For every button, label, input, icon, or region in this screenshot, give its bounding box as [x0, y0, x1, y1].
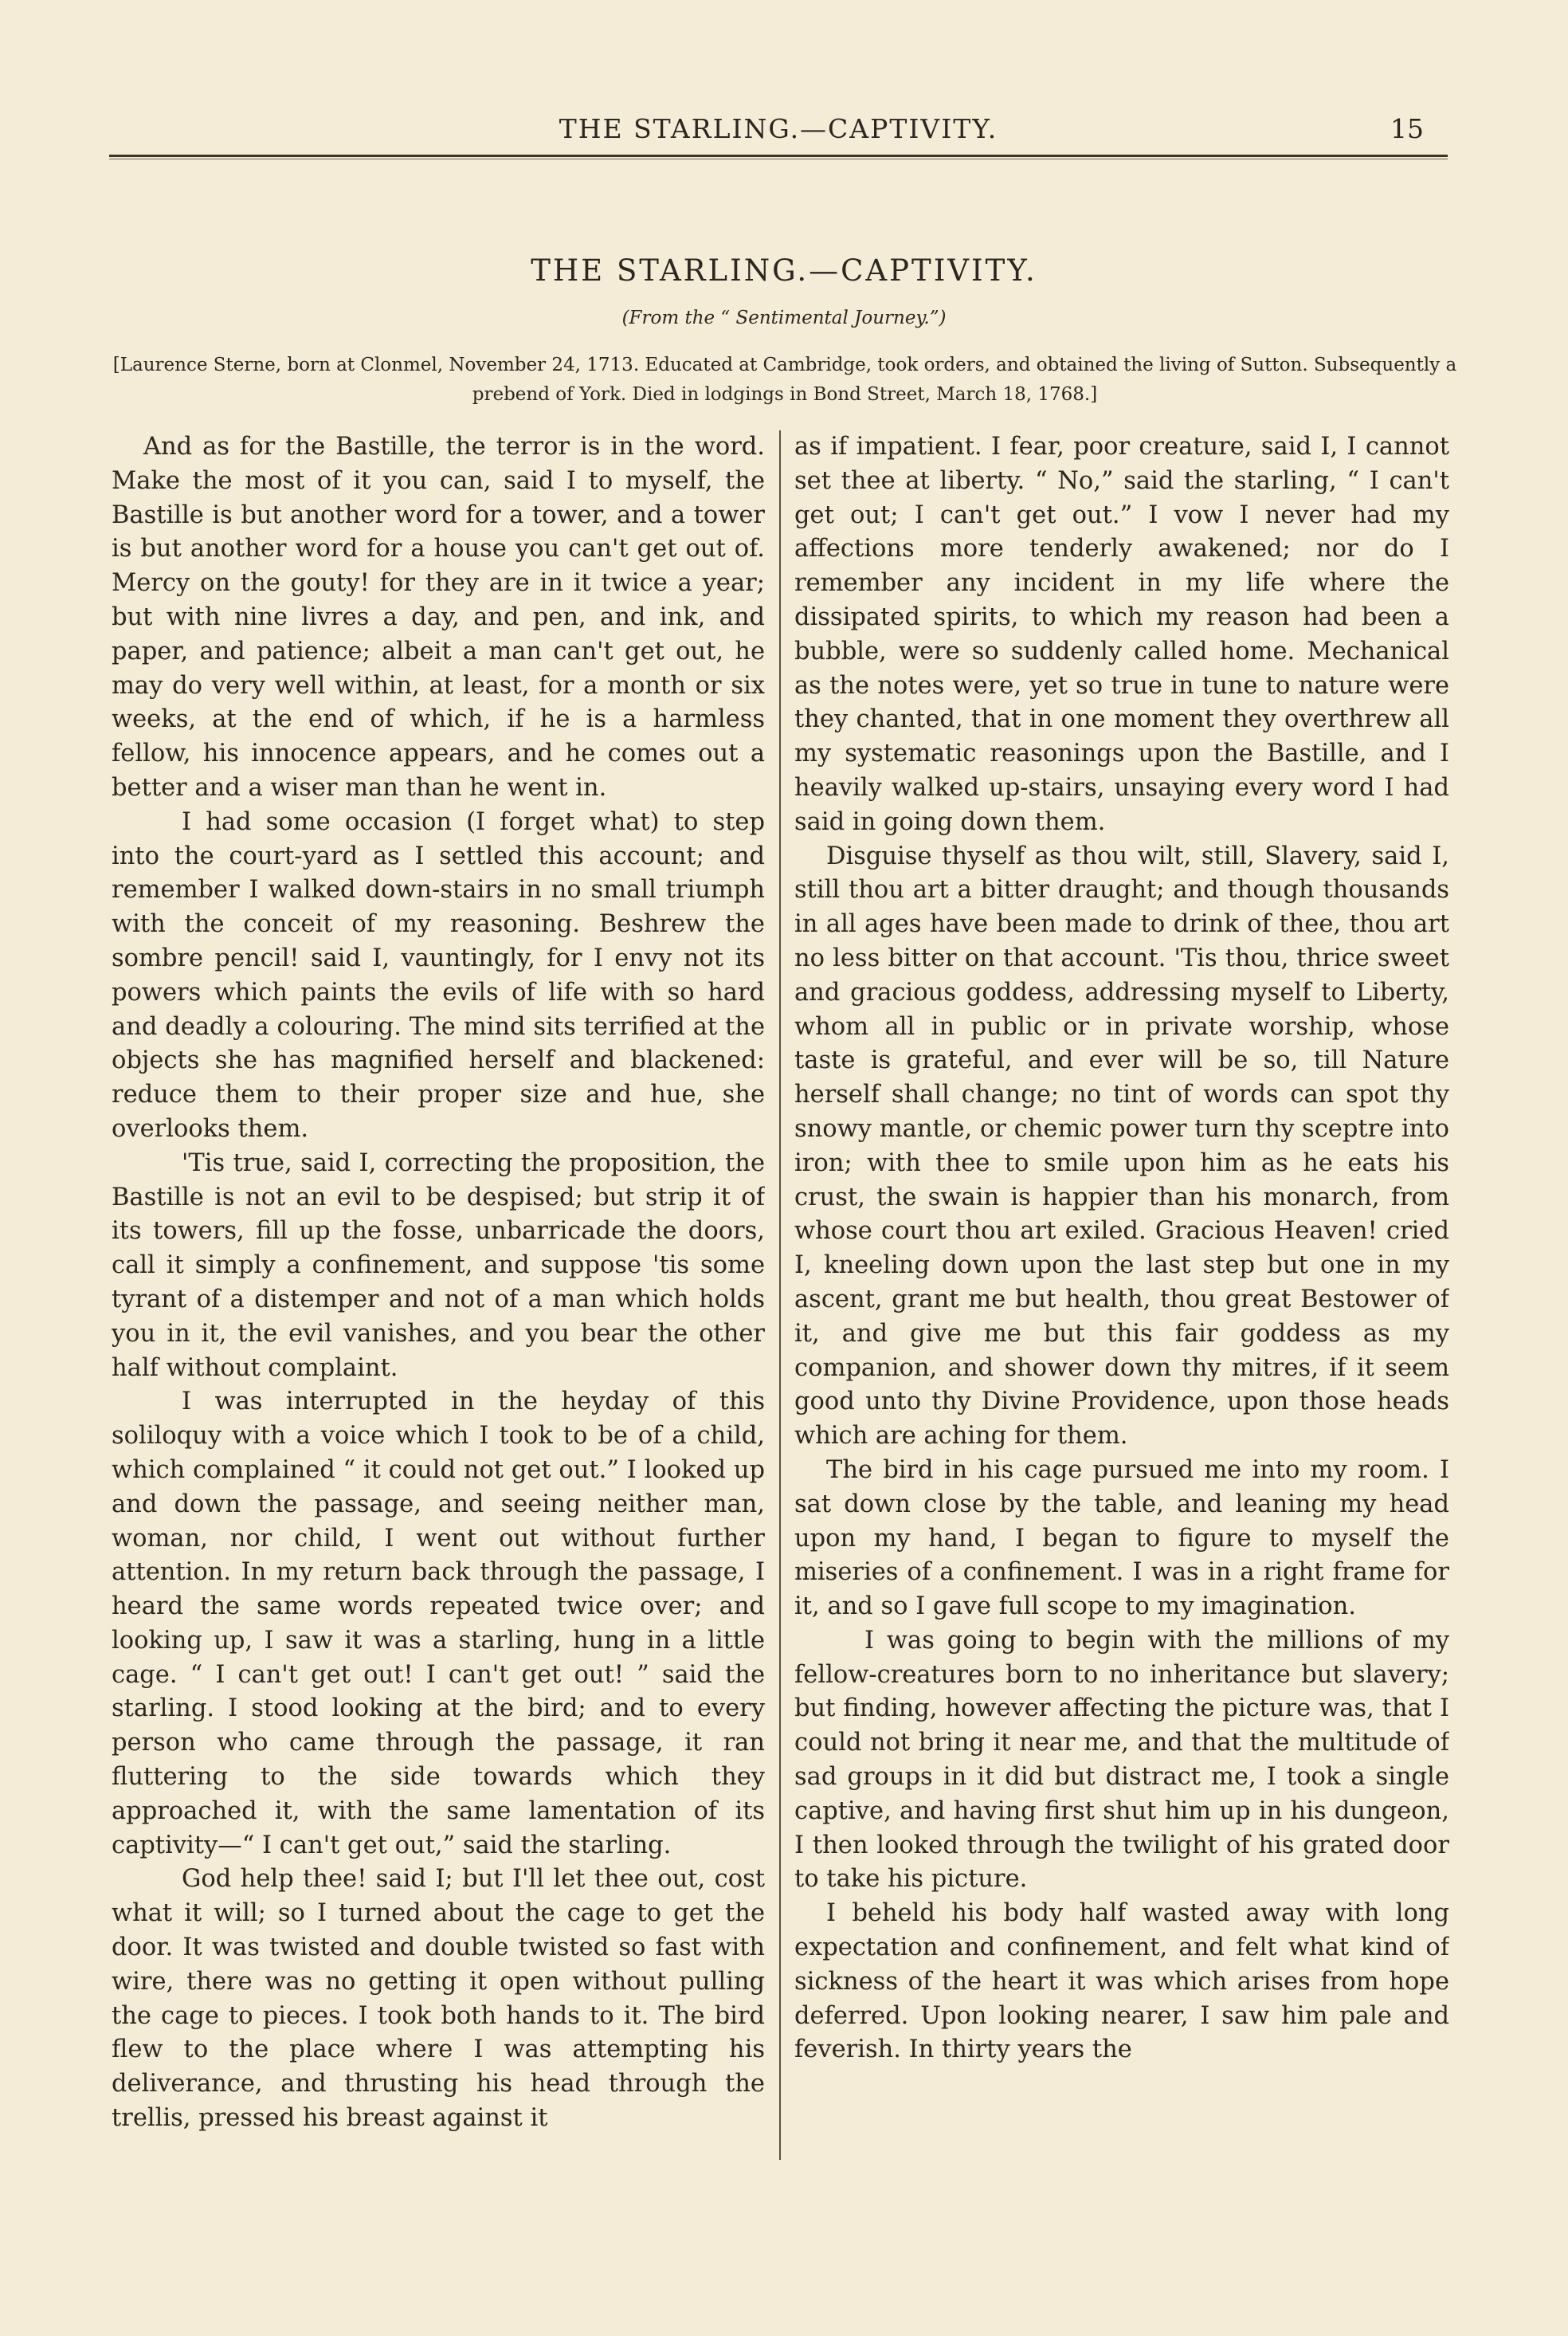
column-divider: [779, 430, 781, 2160]
paragraph: God help thee! said I; but I'll let thee out, cost what it will; so I turned about the cage to get the door. It was twisted and double twisted so fast with wire, there was no getting it open without pulling the cage to pieces. I took both hands to it. The bird flew to the place where I was attempting his deliverance, and thrusting his head through the trellis, pressed his breast against it: [112, 1865, 765, 2133]
paragraph: I was going to begin with the millions of my fellow-creatures born to no inheritance but slavery; but finding, however affecting the picture was, that I could not bring it near me, and that the multitude of sad groups in it did but distract me, I took a single captive, and having first shut him up in his dungeon, I then looked through the twilight of his grated door to take his picture.: [794, 1626, 1449, 1894]
paragraph: I beheld his body half wasted away with long expectation and confinement, and felt what kind of sickness of the heart it was which arises from hope deferred. Upon looking nearer, I saw him pale and feverish. In thirty years the: [794, 1899, 1449, 2064]
author-bio: [Laurence Sterne, born at Clonmel, November 24, 1713. Educated at Cambridge, took orders, and obtained the living of Sutton. Subsequently a prebend of York. Died in lodgings in Bond Street, March 18, 1768.]: [112, 355, 1457, 405]
paragraph: 'Tis true, said I, correcting the proposition, the Bastille is not an evil to be despised; but strip it of its towers, fill up the fosse, unbarricade the doors, call it simply a confinement, and suppose 'tis some tyrant of a distemper and not of a man which holds you in it, the evil vanishes, and you bear the other half without complaint.: [112, 1148, 765, 1382]
paragraph: And as for the Bastille, the terror is in the word. Make the most of it you can, said I to myself, the Bastille is but another word for a tower, and a tower is but another word for a house you can't get out of. Mercy on the gouty! for they are in it twice a year; but with nine livres a day, and pen, and ink, and paper, and patience; albeit a man can't get out, he may do very well within, at least, for a month or six weeks, at the end of which, if he is a harmless fellow, his innocence appears, and he comes out a better and a wiser man than he went in.: [112, 433, 765, 802]
paragraph: I had some occasion (I forget what) to step into the court-yard as I settled this account; and remember I walked down-stairs in no small triumph with the conceit of my reasoning. Beshrew the sombre pencil! said I, vauntingly, for I envy not its powers which paints the evils of life with so hard and deadly a colouring. The mind sits terrified at the objects she has magnified herself and blackened: reduce them to their proper size and hue, she overlooks them.: [112, 807, 765, 1143]
article-source: (From the “ Sentimental Journey.”): [621, 308, 947, 328]
paragraph: The bird in his cage pursued me into my room. I sat down close by the table, and leaning my head upon my hand, I began to figure to myself the miseries of a confinement. I was in a right frame for it, and so I gave full scope to my imagination.: [794, 1455, 1449, 1621]
running-head: [109, 113, 1448, 148]
left-column: [112, 430, 765, 2176]
header-rule: [109, 155, 1448, 157]
running-title: THE STARLING.—CAPTIVITY.: [559, 113, 998, 144]
article-title: THE STARLING.—CAPTIVITY.: [531, 253, 1037, 288]
paragraph: Disguise thyself as thou wilt, still, Slavery, said I, still thou art a bitter draught; and though thousands in all ages have been made to drink of thee, thou art no less bitter on that account. 'Tis thou, thrice sweet and gracious goddess, addressing myself to Liberty, whom all in public or in private worship, whose taste is grateful, and ever will be so, till Nature herself shall change; no tint of words can spot thy snowy mantle, or chemic power turn thy sceptre into iron; with thee to smile upon him as he eats his crust, the swain is happier than his monarch, from whose court thou art exiled. Gracious Heaven! cried I, kneeling down upon the last step but one in my ascent, grant me but health, thou great Bestower of it, and give me but this fair goddess as my companion, and shower down thy mitres, if it seem good unto thy Divine Providence, upon those heads which are aching for them.: [794, 842, 1449, 1451]
paragraph: I was interrupted in the heyday of this soliloquy with a voice which I took to be of a child, which complained “ it could not get out.” I looked up and down the passage, and seeing neither man, woman, nor child, I went out without further attention. In my return back through the passage, I heard the same words repeated twice over; and looking up, I saw it was a starling, hung in a little cage. “ I can't get out! I can't get out! ” said the starling. I stood looking at the bird; and to every person who came through the passage, it ran fluttering to the side towards which they approached it, with the same lamentation of its captivity—“ I can't get out,” said the starling.: [112, 1388, 765, 1859]
paragraph: as if impatient. I fear, poor creature, said I, I cannot set thee at liberty. “ No,” said the starling, “ I can't get out; I can't get out.” I vow I never had my affections more tenderly awakened; nor do I remember any incident in my life where the dissipated spirits, to which my reason had been a bubble, were so suddenly called home. Mechanical as the notes were, yet so true in tune to nature were they chanted, that in one moment they overthrew all my systematic reasonings upon the Bastille, and I heavily walked up-stairs, unsaying every word I had said in going down them.: [794, 433, 1449, 836]
page-number: 15: [1390, 113, 1424, 144]
right-column: [794, 430, 1449, 2176]
